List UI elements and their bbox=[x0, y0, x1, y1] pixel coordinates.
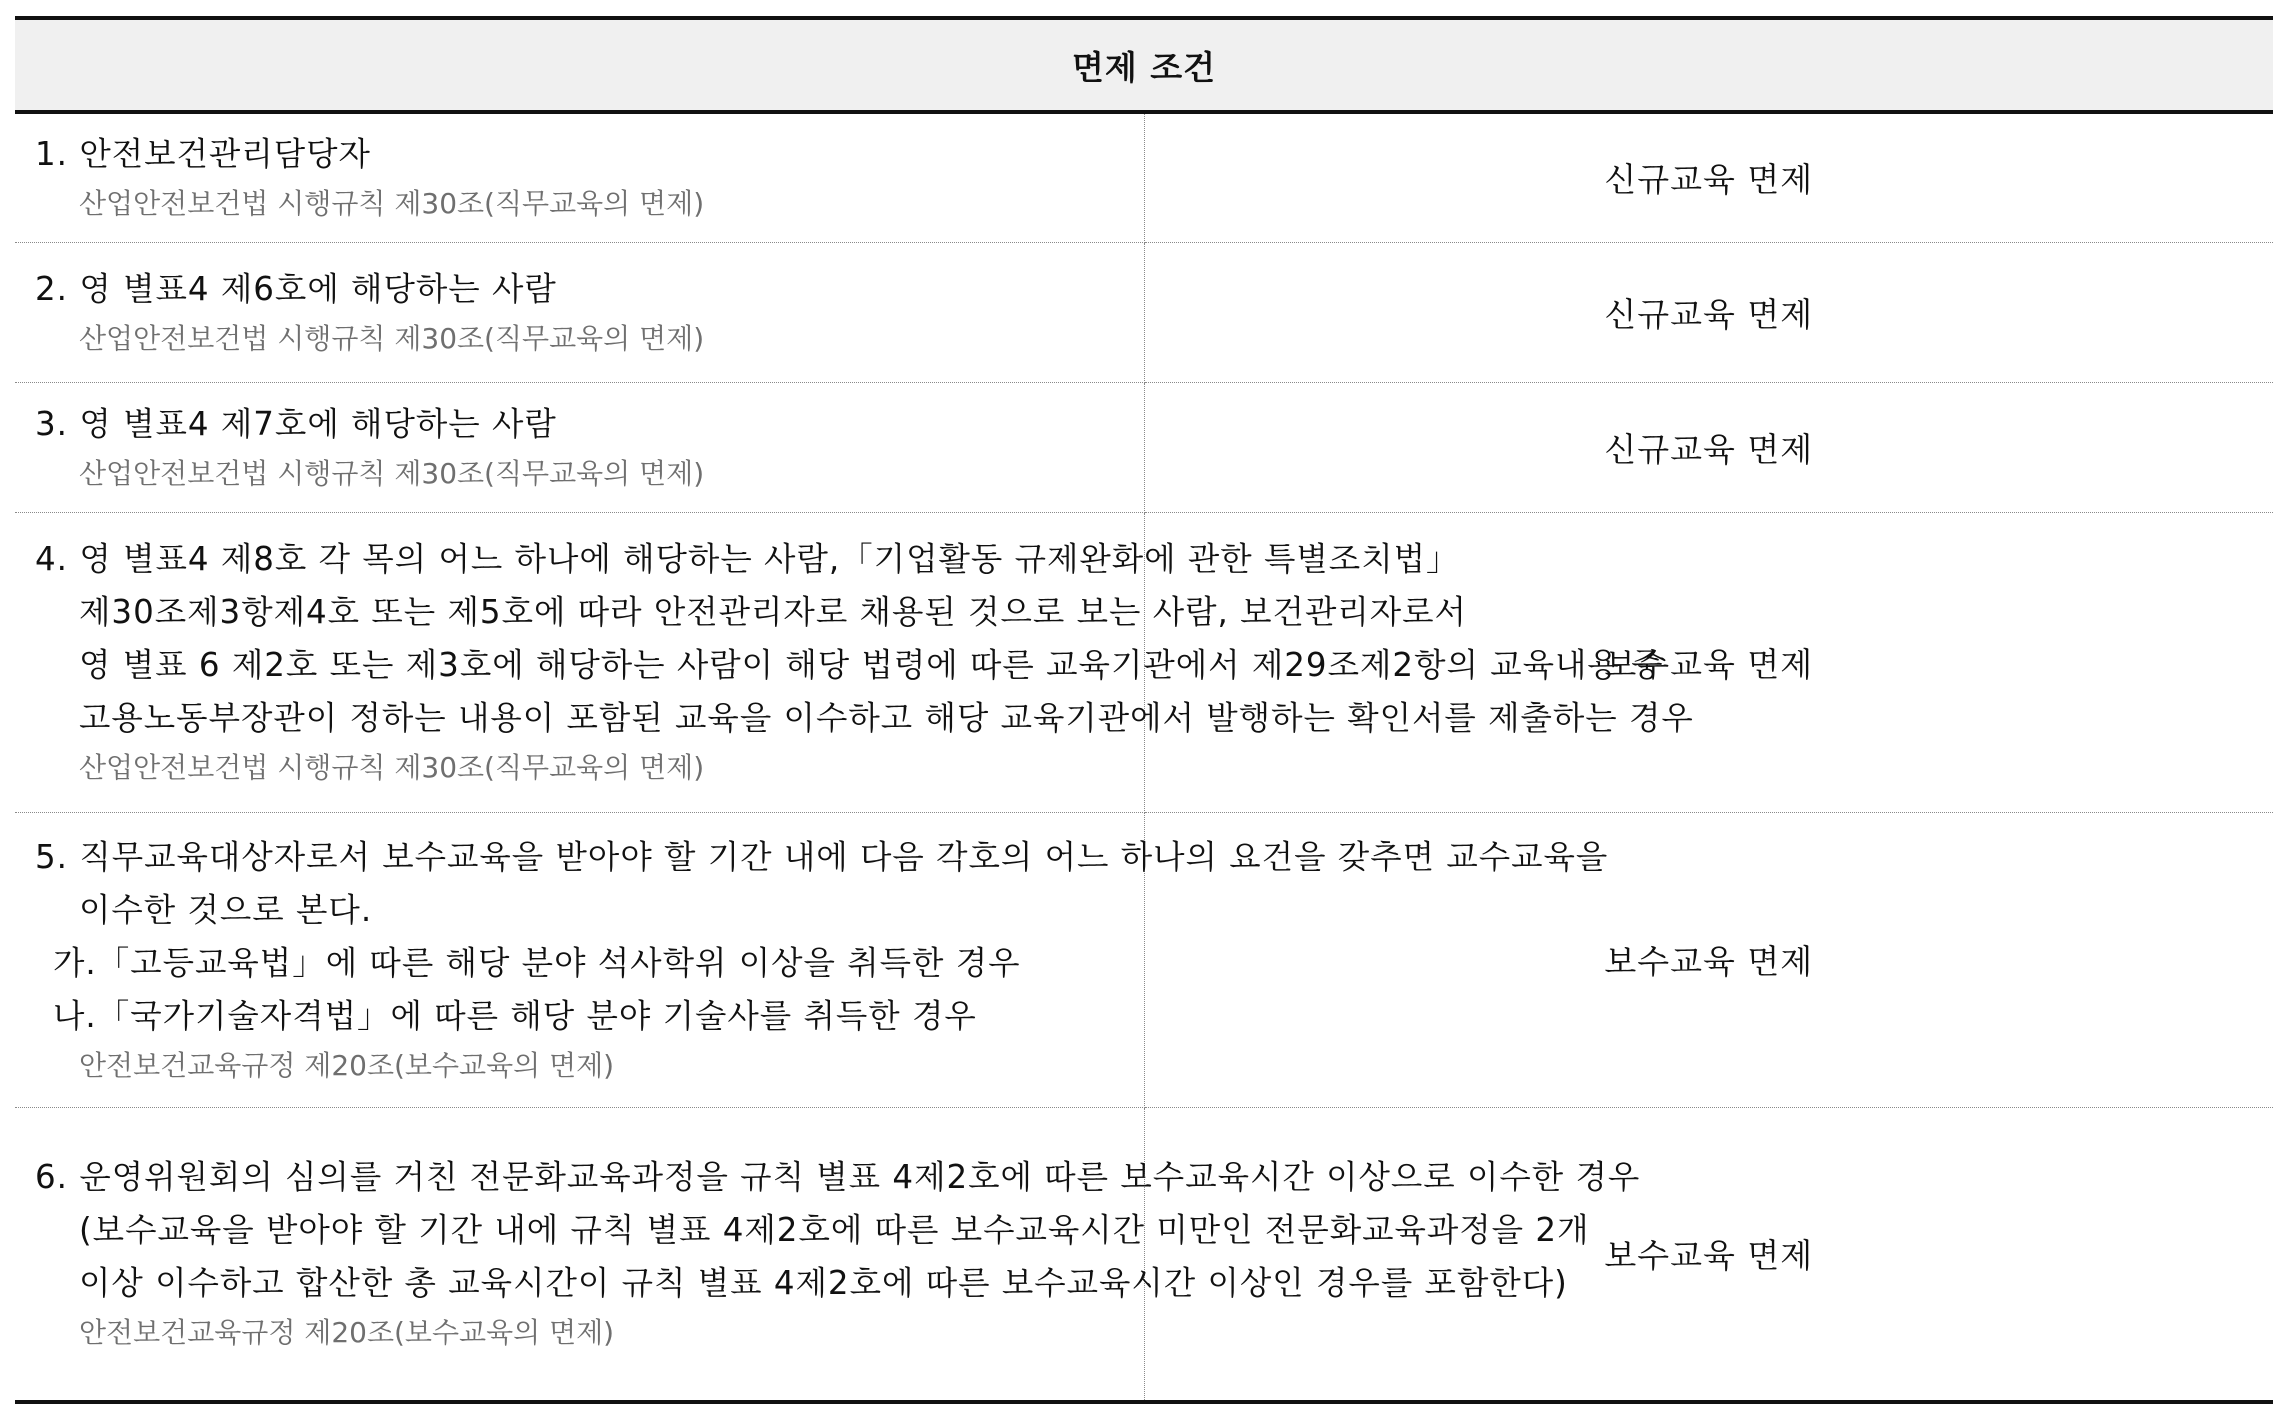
condition-line: (보수교육을 받아야 할 기간 내에 규칙 별표 4제2호에 따른 보수교육시간 미만인 전문화교육과정을 2개 bbox=[79, 1211, 1590, 1250]
condition-cell bbox=[15, 242, 1144, 382]
condition-line: 3. 영 별표4 제7호에 해당하는 사람 bbox=[35, 404, 557, 443]
exemption-conditions-table bbox=[15, 16, 2273, 1404]
condition-line: 1. 안전보건관리담당자 bbox=[35, 135, 371, 174]
legal-reference: 안전보건교육규정 제20조(보수교육의 면제) bbox=[79, 1316, 615, 1350]
legal-reference: 산업안전보건법 시행규칙 제30조(직무교육의 면제) bbox=[79, 751, 705, 784]
legal-reference: 산업안전보건법 시행규칙 제30조(직무교육의 면제) bbox=[79, 456, 705, 490]
condition-line: 이상 이수하고 합산한 총 교육시간이 규칙 별표 4제2호에 따른 보수교육시간 이상인 경우를 포함한다) bbox=[79, 1264, 1568, 1303]
table-row-1 bbox=[15, 112, 2273, 242]
condition-line: 고용노동부장관이 정하는 내용이 포함된 교육을 이수하고 해당 교육기관에서 발행하는 확인서를 제출하는 경우 bbox=[79, 699, 1694, 737]
condition-line: 영 별표 6 제2호 또는 제3호에 해당하는 사람이 해당 법령에 따른 교육기관에서 제29조제2항의 교육내용 중 bbox=[79, 646, 1664, 684]
condition-line: 5. 직무교육대상자로서 보수교육을 받아야 할 기간 내에 다음 각호의 어느 하나의 요건을 갖추면 교수교육을 bbox=[35, 837, 1609, 876]
table-row-2 bbox=[15, 242, 2273, 382]
exemption-result: 신규교육 면제 bbox=[1144, 112, 2273, 242]
exemption-result: 보수교육 면제 bbox=[1144, 812, 2273, 1107]
exemption-table-container bbox=[15, 16, 2273, 1404]
exemption-result: 신규교육 면제 bbox=[1144, 382, 2273, 512]
table-row-5 bbox=[15, 812, 2273, 1107]
condition-cell bbox=[15, 382, 1144, 512]
condition-cell bbox=[15, 112, 1144, 242]
table-header-row bbox=[15, 18, 2273, 112]
table-row-4 bbox=[15, 512, 2273, 812]
exemption-result: 보수교육 면제 bbox=[1144, 1107, 2273, 1402]
legal-reference: 산업안전보건법 시행규칙 제30조(직무교육의 면제) bbox=[79, 321, 705, 355]
condition-line: 4. 영 별표4 제8호 각 목의 어느 하나에 해당하는 사람,「기업활동 규제완화에 관한 특별조치법」 bbox=[35, 540, 1460, 578]
condition-cell bbox=[15, 812, 1609, 1107]
exemption-result: 신규교육 면제 bbox=[1144, 242, 2273, 382]
condition-line: 2. 영 별표4 제6호에 해당하는 사람 bbox=[35, 269, 557, 308]
legal-reference: 안전보건교육규정 제20조(보수교육의 면제) bbox=[79, 1048, 615, 1082]
exemption-result: 보수교육 면제 bbox=[1144, 512, 2273, 812]
condition-line: 6. 운영위원회의 심의를 거친 전문화교육과정을 규칙 별표 4제2호에 따른 보수교육시간 이상으로 이수한 경우 bbox=[35, 1158, 1641, 1197]
table-row-3 bbox=[15, 382, 2273, 512]
condition-cell bbox=[15, 1107, 1641, 1402]
table-header: 면제 조건 bbox=[15, 18, 2273, 112]
table-row-6 bbox=[15, 1107, 2273, 1402]
condition-sub-item: 나.「국가기술자격법」에 따른 해당 분야 기술사를 취득한 경우 bbox=[53, 996, 977, 1035]
condition-line: 제30조제3항제4호 또는 제5호에 따라 안전관리자로 채용된 것으로 보는 사람, 보건관리자로서 bbox=[79, 593, 1467, 631]
legal-reference: 산업안전보건법 시행규칙 제30조(직무교육의 면제) bbox=[79, 187, 705, 221]
condition-sub-item: 가.「고등교육법」에 따른 해당 분야 석사학위 이상을 취득한 경우 bbox=[53, 943, 1021, 982]
condition-line: 이수한 것으로 본다. bbox=[79, 890, 373, 929]
condition-cell bbox=[15, 512, 1694, 812]
